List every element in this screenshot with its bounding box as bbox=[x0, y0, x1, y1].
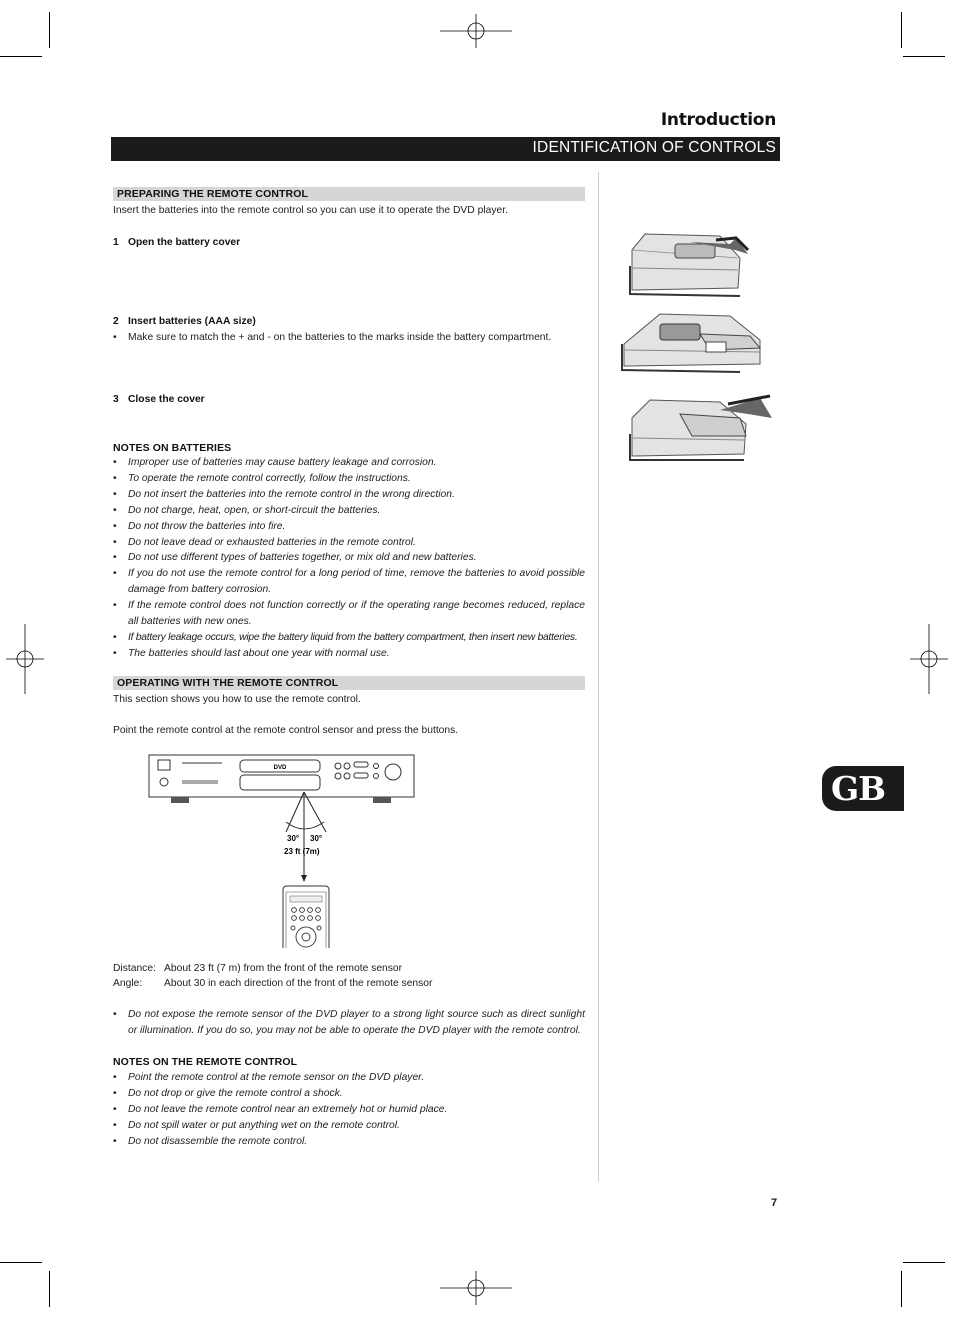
operating-intro-2: Point the remote control at the remote control sensor and press the buttons. bbox=[113, 725, 459, 736]
list-item: • Improper use of batteries may cause battery leakage and corrosion. bbox=[113, 457, 437, 468]
step-1-label: Open the battery cover bbox=[128, 237, 241, 248]
list-item: • If the remote control does not function correctly or if the operating range becomes reduced, replace all batteries with new ones. bbox=[113, 600, 585, 628]
angle-row-label: Angle: bbox=[113, 978, 143, 989]
distance-row bbox=[113, 961, 402, 976]
step-2-bullets bbox=[113, 330, 585, 346]
page-number: 7 bbox=[771, 1197, 778, 1209]
language-tab bbox=[822, 766, 904, 811]
registration-mark-right bbox=[910, 624, 948, 694]
page-title: Introduction bbox=[660, 110, 776, 130]
notes-remote-list bbox=[113, 1070, 585, 1150]
section-title-bar bbox=[111, 137, 780, 161]
angle-label-right: 30° bbox=[310, 834, 323, 843]
step-3 bbox=[113, 394, 205, 405]
list-item: • Do not leave the remote control near an extremely hot or humid place. bbox=[113, 1103, 448, 1115]
list-item: • Do not drop or give the remote control a shock. bbox=[113, 1087, 343, 1099]
step-1-number: 1 bbox=[113, 237, 119, 248]
list-item: • Do not use different types of batteries together, or mix old and new batteries. bbox=[113, 552, 477, 564]
notes-batteries-heading: NOTES ON BATTERIES bbox=[113, 442, 232, 454]
operating-heading-bar bbox=[113, 676, 585, 690]
insert-batteries-illustration bbox=[620, 306, 780, 378]
list-item: • Do not throw the batteries into fire. bbox=[113, 520, 286, 532]
battery-cover-open-illustration bbox=[620, 228, 780, 300]
operating-intro-1: This section shows you how to use the remote control. bbox=[113, 694, 361, 705]
list-item: • Do not spill water or put anything wet on the remote control. bbox=[113, 1119, 400, 1131]
registration-mark-left bbox=[6, 624, 44, 694]
operating-heading: OPERATING WITH THE REMOTE CONTROL bbox=[117, 677, 339, 689]
angle-row-value: About 30 in each direction of the front of the remote sensor bbox=[164, 978, 433, 989]
list-item: • Do not expose the remote sensor of the DVD player to a strong light source such as direct sunlight or illumination. If you do so, you may not be able to operate the DVD player with the remote control. bbox=[113, 1009, 585, 1036]
list-item: • Do not insert the batteries into the remote control in the wrong direction. bbox=[113, 488, 455, 500]
list-item: • Do not leave dead or exhausted batteries in the remote control. bbox=[113, 536, 416, 548]
notes-remote-heading: NOTES ON THE REMOTE CONTROL bbox=[113, 1056, 298, 1068]
preparing-intro: Insert the batteries into the remote control so you can use it to operate the DVD player. bbox=[113, 205, 508, 216]
remote-range-diagram bbox=[146, 752, 418, 952]
list-item: • To operate the remote control correctly, follow the instructions. bbox=[113, 472, 411, 484]
registration-mark-top bbox=[440, 14, 512, 48]
list-item: • If you do not use the remote control for a long period of time, remove the batteries to avoid possible damage from battery corrosion. bbox=[113, 568, 585, 596]
language-tab-label: GB bbox=[831, 769, 886, 808]
remote-control bbox=[283, 886, 329, 948]
column-divider bbox=[598, 172, 599, 1182]
step-2-number: 2 bbox=[113, 316, 119, 327]
step-1 bbox=[113, 237, 240, 248]
list-item: • Make sure to match the + and - on the batteries to the marks inside the battery compartment. bbox=[113, 332, 552, 343]
list-item: • Point the remote control at the remote sensor on the DVD player. bbox=[113, 1072, 425, 1083]
step-3-number: 3 bbox=[113, 394, 119, 405]
close-cover-illustration bbox=[620, 392, 780, 464]
list-item: • Do not disassemble the remote control. bbox=[113, 1135, 308, 1147]
angle-label-left: 30° bbox=[287, 834, 300, 843]
step-2 bbox=[113, 316, 256, 327]
distance-label: 23 ft (7m) bbox=[284, 847, 320, 856]
section-title: IDENTIFICATION OF CONTROLS bbox=[532, 139, 776, 156]
preparing-heading: PREPARING THE REMOTE CONTROL bbox=[117, 188, 309, 200]
list-item: • The batteries should last about one year with normal use. bbox=[113, 647, 390, 659]
dvd-player bbox=[149, 755, 414, 797]
list-item: • If battery leakage occurs, wipe the battery liquid from the battery compartment, then insert new batteries. bbox=[113, 631, 578, 643]
angle-row bbox=[113, 976, 432, 991]
dvd-logo: DVD bbox=[273, 765, 287, 771]
distance-row-label: Distance: bbox=[113, 963, 156, 974]
list-item: • Do not charge, heat, open, or short-circuit the batteries. bbox=[113, 504, 381, 516]
step-2-label: Insert batteries (AAA size) bbox=[128, 316, 256, 327]
step-3-label: Close the cover bbox=[128, 394, 205, 405]
sensor-warning bbox=[113, 1007, 585, 1039]
notes-batteries-list bbox=[113, 455, 585, 662]
distance-row-value: About 23 ft (7 m) from the front of the remote sensor bbox=[164, 963, 403, 974]
preparing-heading-bar bbox=[113, 187, 585, 201]
registration-mark-bottom bbox=[440, 1271, 512, 1305]
